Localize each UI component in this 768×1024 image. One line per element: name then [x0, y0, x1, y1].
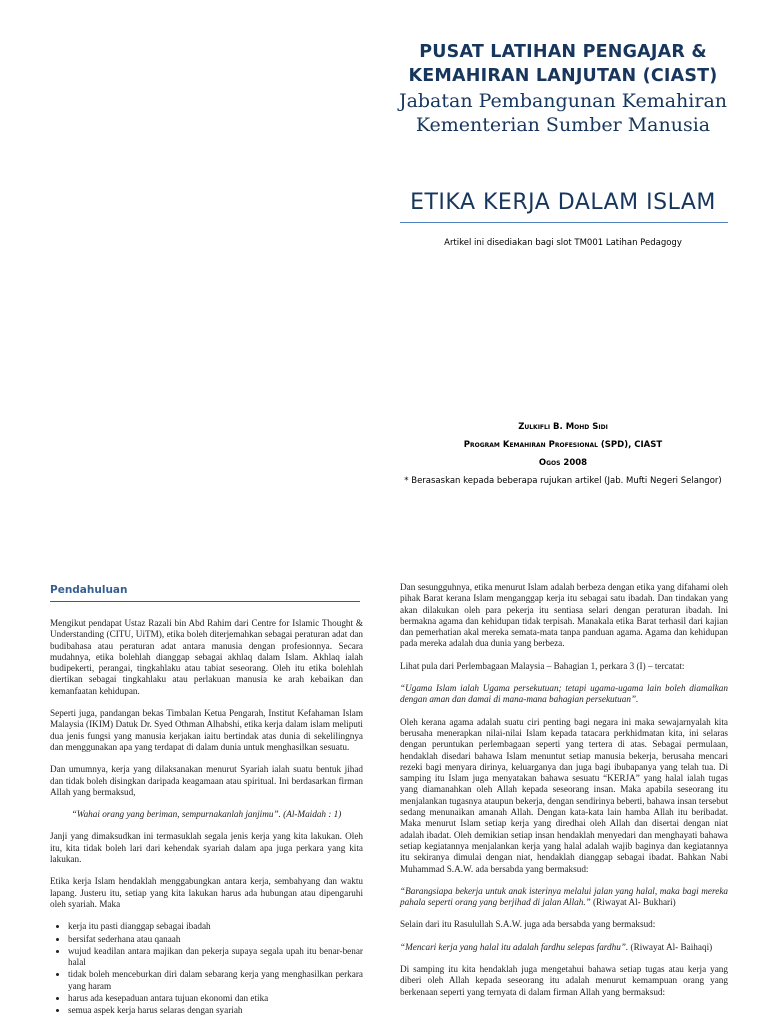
quote: “Wahai orang yang beriman, sempurnakanlah janjimu”. (Al-Maidah : 1)	[71, 809, 342, 820]
org-line-2: KEMAHIRAN LANJUTAN (CIAST)	[408, 66, 718, 86]
title-divider	[400, 222, 728, 223]
left-column	[50, 618, 363, 1018]
quote: “Mencari kerja yang halal itu adalah fardhu selepas fardhu”.	[400, 941, 629, 952]
publication-date: Ogos 2008	[538, 458, 588, 468]
list-item: • wujud keadilan antara majikan dan pekerja supaya segala upah itu benar-benar halal	[68, 946, 363, 969]
list-item: • kerja itu pasti dianggap sebagai ibadah	[68, 921, 363, 932]
reference-note: * Berasaskan kepada beberapa rujukan artikel (Jab. Mufti Negeri Selangor)	[404, 476, 722, 486]
paragraph: Oleh kerana agama adalah suatu ciri penting bagi negara ini maka sewajarnyalah kita berusaha menerapkan nilai-nilai Islam kepada tatacara perkhidmatan kita, ini selaras dengan peruntukan perlembagaan seperti yang tertera di atas. Sebagai permulaan, hendaklah disedari bahawa Islam menuntut setiap manusia bekerja, berusaha mencari rezeki bagi menyara dirinya, keluarganya dan juga bagi ibubapanya yang telah tua. Di samping itu Islam juga menyatakan bahawa sesuatu “KERJA” yang halal ialah tugas yang diamanahkan oleh Allah kepada seseorang insan. Maka apabila seseorang itu menjalankan tugasnya ataupun bekerja, dengan sendirinya beberti, bahawa insan tersebut sedang menunaikan amanah Allah. Dengan kata-kata lain hamba Allah itu beribadat. Maka menurut Islam setiap kerja yang diredhai oleh Allah dan disertai dengan niat adalah ibadat. Oleh demikian setiap insan hendaklah menyedari dan menghayati bahawa setiap kegiatannya menjalankan kerja yang halal adalah wajib baginya dan kegiatannya itu sekiranya dimulai dengan niat, hendaklah dianggap sebagai ibadat. Bahkan Nabi Muhammad S.A.W. ada bersabda yang bermaksud:	[400, 716, 728, 874]
quote: “Barangsiapa bekerja untuk anak isterinya melalui jalan yang halal, maka bagi mereka pahala seperti orang yang berjihad di jalan Allah.”	[400, 885, 728, 908]
paragraph: Dan umumnya, kerja yang dilaksanakan menurut Syariah ialah suatu bentuk jihad dan tidak boleh disingkan daripada keagamaan atau spiritual. Ini berdasarkan firman Allah yang bermaksud,	[50, 764, 363, 797]
list-item: • bersifat sederhana atau qanaah	[68, 934, 363, 945]
paragraph: Dan sesungguhnya, etika menurut Islam adalah berbeza dengan etika yang difahami oleh pihak Barat kerana Islam menganggap kerja itu sebagai satu ibadah. Dan tindakan yang akan dilakukan oleh para pekerja itu sentiasa selari dengan peraturan ibadah. Ini bermakna agama dan kehidupan tidak terpisah. Manakala etika Barat terhasil dari kajian dan pemerhatian akal mereka semata-mata tanpa panduan agama. Agama dan kehidupan pada mereka adalah dua dunia yang berbeza.	[400, 582, 728, 649]
section-divider	[50, 601, 360, 602]
section-heading: Pendahuluan	[50, 584, 128, 596]
bullet-list	[50, 921, 363, 1016]
paragraph: Lihat pula dari Perlembagaan Malaysia – Bahagian 1, perkara 3 (I) – tercatat:	[400, 660, 685, 671]
organization-name	[398, 40, 728, 88]
document-title: ETIKA KERJA DALAM ISLAM	[410, 190, 716, 215]
quote-source: (Riwayat Al- Baihaqi)	[628, 941, 713, 952]
list-item: • tidak boleh menceburkan diri dalam sebarang kerja yang menghasilkan perkara yang haram	[68, 969, 363, 992]
paragraph: Janji yang dimaksudkan ini termasuklah segala jenis kerja yang kita lakukan. Oleh itu, kita tidak boleh lari dari kehendak syariah dalam apa juga perkara yang kita lakukan.	[50, 831, 363, 865]
department-name	[398, 89, 728, 137]
paragraph: Seperti juga, pandangan bekas Timbalan Ketua Pengarah, Institut Kefahaman Islam Malaysia (IKIM) Datuk Dr. Syed Othman Alhabshi, etika kerja dalam islam meliputi dua jenis fungsi yang manusia kerjakan iaitu bertindak atas dunia di sekelilingnya dan menggunakan apa yang terdapat di dalam dunia untuk menghasilkan sesuatu.	[50, 708, 363, 752]
list-item: • harus ada kesepaduan antara tujuan ekonomi dan etika	[68, 993, 363, 1004]
quote-with-source	[400, 942, 728, 953]
program-name: Program Kemahiran Profesional (SPD), CIAST	[463, 440, 663, 450]
paragraph: Etika kerja Islam hendaklah menggabungkan antara kerja, sembahyang dan waktu lapang. Justeru itu, setiap yang kita lakukan harus ada hubungan atau dipengaruhi oleh syariah. Maka	[50, 876, 363, 909]
list-item: • semua aspek kerja harus selaras dengan syariah	[68, 1005, 363, 1016]
org-line-1: PUSAT LATIHAN PENGAJAR &	[419, 42, 707, 62]
quote-source: (Riwayat Al- Bukhari)	[590, 897, 676, 908]
article-note: Artikel ini disediakan bagi slot TM001 Latihan Pedagogy	[444, 238, 682, 248]
quote: “Ugama Islam ialah Ugama persekutuan; tetapi ugama-ugama lain boleh diamalkan dengan aman dan damai di mana-mana bahagian persekutuan”.	[400, 683, 728, 705]
author-name: Zulkifli B. Mohd Sidi	[518, 422, 608, 432]
paragraph: Mengikut pendapat Ustaz Razali bin Abd Rahim dari Centre for Islamic Thought & Understanding (CITU, UiTM), etika boleh diterjemahkan sebagai peraturan adat dan budibahasa atau peraturan adat antara manusia dengan profesionnya. Secara mudahnya, etika bolehlah dianggap sebagai akhlaq dalam Islam. Akhlaq ialah budipekerti, perangai, tingkahlaku atau tabiat seseorang. Oleh itu etika bolehlah diertikan sebagai tingkahlaku atau perlakuan manusia ke arah kebaikan dan kemanfaatan kehidupan.	[50, 618, 363, 696]
paragraph: Di samping itu kita hendaklah juga mengetahui bahawa setiap tugas atau kerja yang diberi oleh Allah kepada seseorang itu adalah menurut kemampuan orang yang berkenaan seperti yang ternyata di dalam firman Allah yang bermaksud:	[400, 964, 728, 997]
quote-with-source	[400, 886, 728, 909]
dept-line-2: Kementerian Sumber Manusia	[415, 114, 711, 136]
right-column	[400, 582, 728, 1009]
dept-line-1: Jabatan Pembangunan Kemahiran	[398, 90, 728, 112]
paragraph: Selain dari itu Rasulullah S.A.W. juga ada bersabda yang bermaksud:	[400, 919, 656, 930]
